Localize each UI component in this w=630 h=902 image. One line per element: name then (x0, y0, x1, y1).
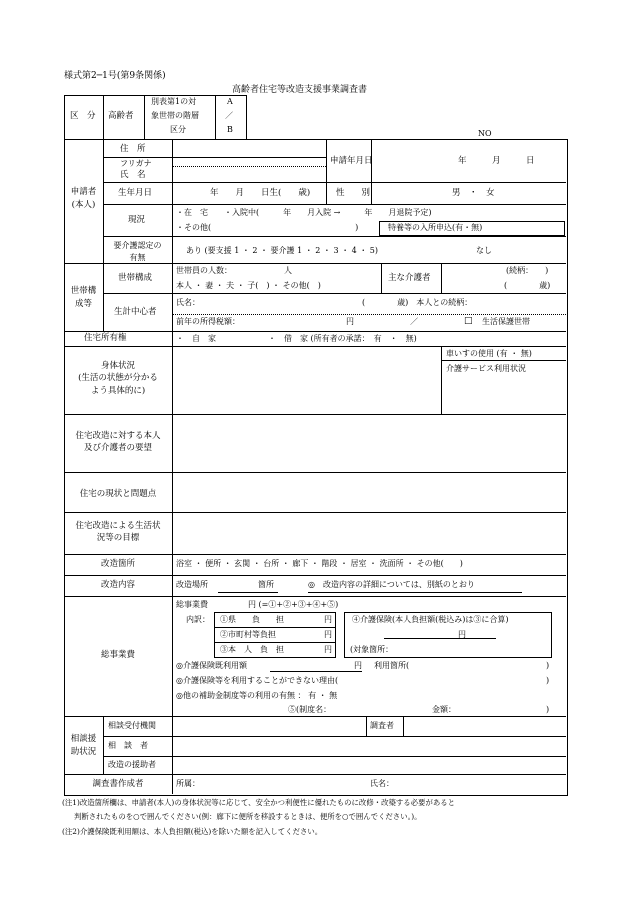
care-service-label: 介護サービス利用状況 (446, 364, 526, 373)
division-category: 高齢者 (108, 111, 134, 121)
cost-amount: 金額： (432, 705, 456, 714)
division-label: 区 分 (70, 111, 96, 121)
places-label: 改造箇所 (100, 559, 135, 569)
content-count: 箇所 (258, 580, 274, 589)
earner-label: 生計中心者 (114, 307, 157, 317)
consult-investigator: 調査者 (370, 721, 394, 730)
composition-label: 世帯構成 (118, 273, 153, 283)
care-cert-value: あり (要支援 1 ・ 2 ・ 要介護 1 ・ 2 ・ 3 ・ 4 ・ 5) (186, 246, 379, 255)
cost-used-yen: 円 (354, 661, 362, 670)
name-label: 氏 名 (120, 170, 146, 180)
cost-pref: ①県 負 担 円 (220, 615, 332, 624)
note-1-line-2: 判断されたものを○で囲んでください(例：廊下に便所を移設するときは、便所を○で囲んでください。)。 (74, 812, 422, 821)
cost-reason: ◎介護保険等を利用することができない理由( (176, 676, 339, 685)
author-name: 氏名： (370, 779, 394, 788)
division-slash: ／ (225, 111, 233, 120)
earner-age-relation: ( 歳) 本人との続柄： (362, 298, 473, 307)
cost-total: 総事業費 円 (=①+②+③+④+⑤) (176, 600, 339, 609)
welfare-checkbox[interactable]: □ (464, 316, 473, 326)
housing-own: ・ 自 家 (176, 334, 216, 343)
care-cert-none: なし (476, 246, 492, 255)
no-label: NO (478, 129, 492, 138)
cost-target-place: (対象箇所： (350, 645, 394, 654)
cost-self: ③本 人 負 担 円 (220, 645, 332, 654)
cost-used-close: ) (546, 661, 550, 670)
cost-insurance-self: ④介護保険(本人負担額(税込み)は③に合算) (352, 615, 509, 624)
cost-other-subsidy: ◎他の補助金制度等の利用の有無 ： 有 ・ 無 (176, 691, 338, 700)
division-option-a: A (227, 97, 233, 106)
cost-breakdown: 内訳： (186, 615, 210, 624)
sex-value: 男 ・ 女 (452, 188, 495, 198)
caregiver-age: ( 歳) (504, 281, 551, 290)
problems-label: 住宅の現状と問題点 (79, 489, 157, 499)
content-note: ◎ 改造内容の詳細については、別紙のとおり (308, 580, 475, 589)
document-title: 高齢者住宅等改造支援事業調査書 (232, 85, 368, 95)
rule (64, 95, 246, 96)
housing-label: 住宅所有権 (84, 333, 127, 343)
welfare-label: 生活保護世帯 (482, 317, 530, 326)
consult-helper: 改造の援助者 (108, 760, 156, 769)
special-facility-text: 特養等の入所申込(有・無) (388, 223, 483, 232)
cost-used-place: 利用箇所( (374, 661, 410, 670)
physical-label: 身体状況 (生活の状態が分かる よう具体的に) (78, 361, 158, 396)
earner-slash: ／ (410, 317, 418, 326)
household-section-label: 世帯構 成等 (70, 286, 97, 309)
status-line-2: ・その他( ) (176, 223, 359, 232)
wishes-label: 住宅改造に対する本人 及び介護者の要望 (75, 431, 161, 454)
cost-label: 総事業費 (100, 650, 135, 660)
note-2: (注2)介護保険既利用額は、本人負担額(税込)を除いた額を記入してください。 (62, 827, 323, 836)
author-label: 調査書作成者 (92, 779, 144, 789)
earner-tax-yen: 円 (346, 317, 354, 326)
consult-consultant: 相 談 者 (108, 741, 148, 750)
form-number: 様式第2─1号(第9条関係) (64, 71, 166, 81)
earner-tax: 前年の所得税額： (176, 317, 240, 326)
content-place: 改造場所 (176, 580, 208, 589)
apply-date-value: 年 月 日 (458, 156, 535, 166)
caregiver-label: 主な介護者 (388, 273, 431, 283)
furigana-label: フリガナ (120, 159, 152, 168)
apply-date-label: 申請年月日 (330, 156, 373, 166)
sex-label: 性 別 (336, 188, 371, 198)
consult-section-label: 相談援 助状況 (70, 734, 97, 757)
cost-insurance-yen: 円 (458, 630, 466, 639)
members-count: 世帯員の人数： 人 (176, 266, 292, 275)
earner-name: 氏名： (176, 298, 200, 307)
author-affiliation: 所属： (176, 779, 200, 788)
status-line-1: ・在 宅 ・入院中( 年 月入院 → 年 月退院予定) (176, 208, 432, 217)
cost-system: ⑤(制度名： (288, 705, 332, 714)
cost-amount-close: ) (546, 705, 550, 714)
cost-city: ②市町村等負担 円 (220, 630, 332, 639)
wheelchair-use: 車いすの使用 (有 ・ 無) (446, 349, 532, 358)
care-cert-label: 要介護認定の 有無 (113, 241, 162, 262)
division-desc-3: 区分 (170, 125, 186, 134)
division-option-b: B (227, 125, 233, 134)
caregiver-relation: (続柄： ) (506, 266, 549, 275)
housing-rent: ・ 借 家 (所有者の承諾： 有 ・ 無) (268, 334, 417, 343)
birth-label: 生年月日 (118, 188, 153, 198)
status-label: 現況 (128, 215, 146, 225)
content-label: 改造内容 (100, 580, 135, 590)
division-desc-2: 象世帯の階層 (151, 111, 199, 120)
members-list: 本人 ・ 妻 ・ 夫 ・ 子( ) ・ その他( ) (176, 281, 321, 290)
birth-value: 年 月 日生( 歳) (210, 188, 311, 198)
address-label: 住 所 (120, 144, 146, 154)
division-desc-1: 別表第1の対 (151, 97, 197, 106)
goals-label: 住宅改造による生活状 況等の目標 (75, 521, 161, 544)
note-1-line-1: (注1)改造箇所欄は、申請者(本人)の身体状況等に応じて、安全かつ利便性に優れたものに改修・改築する必要があると (62, 798, 456, 807)
consult-agency: 相談受付機関 (108, 721, 156, 730)
cost-reason-close: ) (546, 676, 550, 685)
places-value: 浴室 ・ 便所 ・ 玄関 ・ 台所 ・ 廊下 ・ 階段 ・ 居室 ・ 洗面所 ・ その他( ) (176, 559, 463, 568)
cost-insurance-used: ◎介護保険既利用額 (176, 661, 247, 670)
applicant-section-label: 申請者 (本人) (70, 187, 97, 210)
